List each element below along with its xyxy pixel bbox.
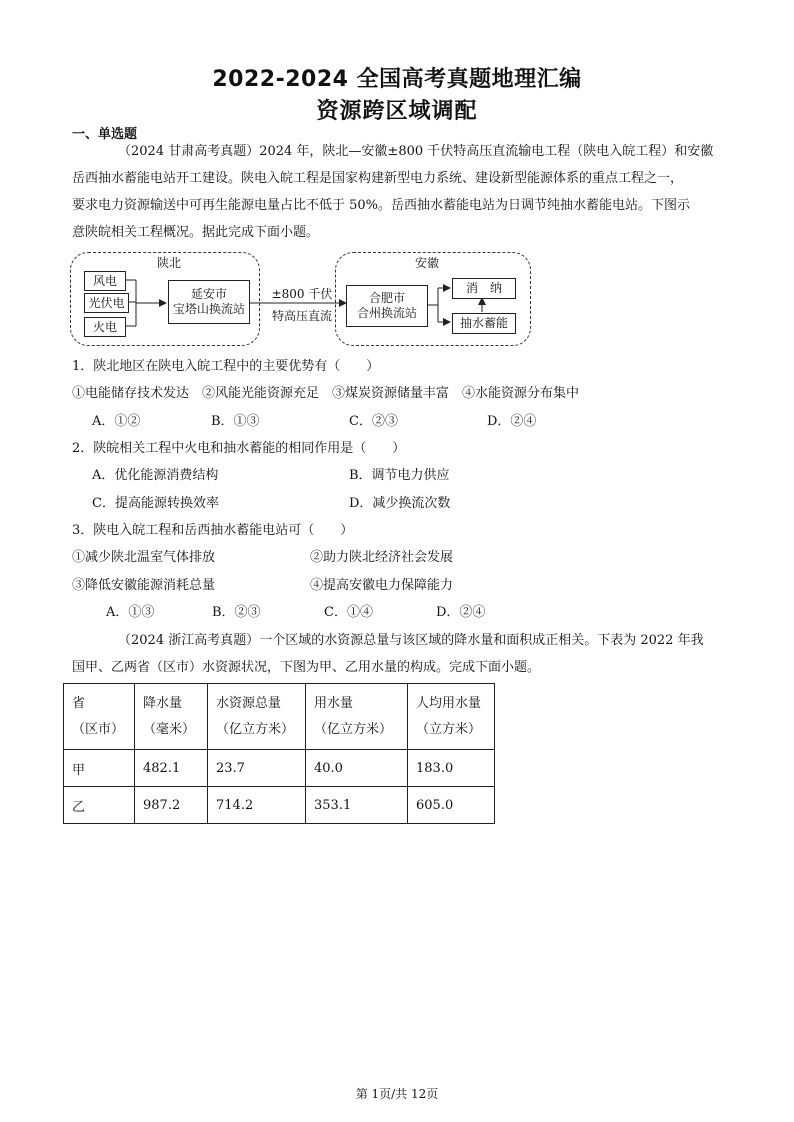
table-row bbox=[64, 787, 495, 824]
question-option: ④提高安徽电力保障能力 bbox=[310, 578, 454, 593]
choice-d[interactable]: D．减少换流次数 bbox=[349, 496, 451, 511]
choice-d[interactable]: D．②④ bbox=[487, 414, 537, 429]
table-header-cell: 用水量 （亿立方米） bbox=[306, 684, 408, 750]
pumped-storage-box: 抽水蓄能 bbox=[452, 313, 516, 334]
question-options: ①电能储存技术发达 ②风能光能资源充足 ③煤炭资源储量丰富 ④水能资源分布集中 bbox=[72, 386, 580, 401]
intro1-line: 意陕皖相关工程概况。据此完成下面小题。 bbox=[72, 225, 320, 240]
table-cell: 987.2 bbox=[135, 787, 208, 824]
intro2-line: （2024 浙江高考真题）一个区域的水资源总量与该区域的降水量和面积成正相关。下表为 2022 年我 bbox=[118, 633, 704, 648]
question-option: ③降低安徽能源消耗总量 bbox=[72, 578, 216, 593]
choice-b[interactable]: B．①③ bbox=[211, 414, 260, 429]
page-title: 2022-2024 全国高考真题地理汇编 bbox=[212, 67, 582, 92]
uhv-voltage-label: ±800 千伏 bbox=[271, 287, 333, 301]
table-cell: 353.1 bbox=[306, 787, 408, 824]
table-cell: 183.0 bbox=[408, 750, 495, 787]
choice-d[interactable]: D．②④ bbox=[436, 605, 486, 620]
consumption-box: 消 纳 bbox=[452, 278, 516, 299]
choice-c[interactable]: C．①④ bbox=[324, 605, 373, 620]
page-number: 第 1页/共 12页 bbox=[355, 1087, 439, 1101]
choice-a[interactable]: A．①③ bbox=[106, 605, 155, 620]
table-cell: 40.0 bbox=[306, 750, 408, 787]
uhv-dc-label: 特高压直流 bbox=[271, 309, 332, 323]
yanan-station-label: 宝塔山换流站 bbox=[172, 302, 245, 316]
intro2-line: 国甲、乙两省（区市）水资源状况，下图为甲、乙用水量的构成。完成下面小题。 bbox=[72, 660, 541, 675]
yanan-converter-station bbox=[168, 280, 250, 324]
table-cell: 605.0 bbox=[408, 787, 495, 824]
table-row bbox=[64, 750, 495, 787]
table-header-row bbox=[64, 684, 495, 750]
choice-a[interactable]: A．优化能源消费结构 bbox=[92, 468, 219, 483]
power-flow-diagram bbox=[70, 250, 535, 350]
table-header-cell: 省 （区市） bbox=[64, 684, 135, 750]
wind-power-box: 风电 bbox=[84, 271, 126, 291]
question-stem: 1．陕北地区在陕电入皖工程中的主要优势有（ ） bbox=[72, 359, 380, 374]
page-subtitle: 资源跨区域调配 bbox=[316, 99, 478, 124]
question-option: ②助力陕北经济社会发展 bbox=[310, 550, 454, 565]
table-cell: 甲 bbox=[64, 750, 135, 787]
question-stem: 2．陕皖相关工程中火电和抽水蓄能的相同作用是（ ） bbox=[72, 441, 406, 456]
table-header-cell: 人均用水量 （立方米） bbox=[408, 684, 495, 750]
section-title: 一、单选题 bbox=[72, 127, 138, 142]
choice-a[interactable]: A．①② bbox=[92, 414, 141, 429]
question-stem: 3．陕电入皖工程和岳西抽水蓄能电站可（ ） bbox=[72, 523, 354, 538]
intro1-line: （2024 甘肃高考真题）2024 年，陕北—安徽±800 千伏特高压直流输电工程（陕电入皖工程）和安徽 bbox=[118, 144, 714, 159]
choice-c[interactable]: C．提高能源转换效率 bbox=[92, 496, 219, 511]
anhui-region-label: 安徽 bbox=[412, 254, 442, 271]
choice-b[interactable]: B．②③ bbox=[212, 605, 261, 620]
thermal-power-box: 火电 bbox=[84, 317, 126, 337]
yanan-city-label: 延安市 bbox=[190, 287, 227, 301]
shaanbei-region-label: 陕北 bbox=[154, 254, 184, 271]
choice-c[interactable]: C．②③ bbox=[349, 414, 398, 429]
hefei-converter-station bbox=[346, 285, 428, 327]
hefei-station-label: 合州换流站 bbox=[356, 306, 417, 320]
choice-b[interactable]: B．调节电力供应 bbox=[349, 468, 450, 483]
table-header-cell: 降水量 （毫米） bbox=[135, 684, 208, 750]
question-option: ①减少陕北温室气体排放 bbox=[72, 550, 216, 565]
table-cell: 482.1 bbox=[135, 750, 208, 787]
table-header-cell: 水资源总量 （亿立方米） bbox=[208, 684, 306, 750]
intro1-line: 要求电力资源输送中可再生能源电量占比不低于 50%。岳西抽水蓄能电站为日调节纯抽水蓄能电站。下图示 bbox=[72, 198, 691, 213]
intro1-line: 岳西抽水蓄能电站开工建设。陕电入皖工程是国家构建新型电力系统、建设新型能源体系的重点工程之一， bbox=[72, 171, 684, 186]
table-cell: 23.7 bbox=[208, 750, 306, 787]
table-cell: 乙 bbox=[64, 787, 135, 824]
table-cell: 714.2 bbox=[208, 787, 306, 824]
solar-power-box: 光伏电 bbox=[84, 293, 129, 313]
water-resources-table bbox=[63, 683, 495, 824]
hefei-city-label: 合肥市 bbox=[368, 291, 405, 305]
